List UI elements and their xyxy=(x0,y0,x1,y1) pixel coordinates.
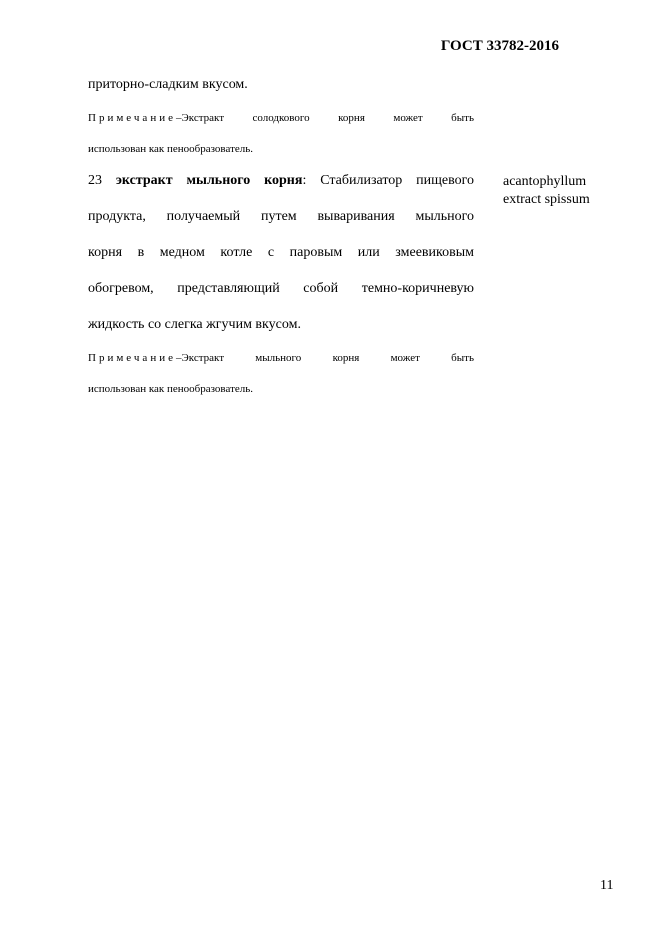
note-text: Экстракт солодкового корня может быть xyxy=(181,112,474,124)
term-number: 23 xyxy=(88,173,102,188)
page-number: 11 xyxy=(600,878,614,893)
note-dash: – xyxy=(175,352,182,364)
note-label: Примечание xyxy=(88,352,176,364)
note-2-line-1 xyxy=(88,352,474,364)
term-23-english-line-1: acantophyllum xyxy=(503,174,587,189)
term-name: экстракт мыльного корня xyxy=(115,173,303,188)
term-23-line-1 xyxy=(88,173,474,189)
term-23-line-2: продукта, получаемый путем вываривания мыльного xyxy=(88,209,474,224)
note-1-line-2: использован как пенообразователь. xyxy=(88,143,254,155)
term-colon: : xyxy=(302,173,307,188)
note-2-line-2: использован как пенообразователь. xyxy=(88,383,254,395)
note-dash: – xyxy=(175,112,182,124)
note-1-line-1 xyxy=(88,112,474,124)
term-23-line-3: корня в медном котле с паровым или змеевиковым xyxy=(88,245,474,260)
document-code-header: ГОСТ 33782-2016 xyxy=(440,38,559,54)
term-23-english-line-2: extract spissum xyxy=(503,192,590,207)
term-23-line-4: обогревом, представляющий собой темно-коричневую xyxy=(88,281,474,296)
note-text: Экстракт мыльного корня может быть xyxy=(181,352,474,364)
previous-term-tail: приторно-сладким вкусом. xyxy=(88,77,248,92)
note-label: Примечание xyxy=(88,112,176,124)
term-definition-start: Стабилизатор пищевого xyxy=(320,173,475,188)
term-23-line-5: жидкость со слегка жгучим вкусом. xyxy=(88,317,301,332)
